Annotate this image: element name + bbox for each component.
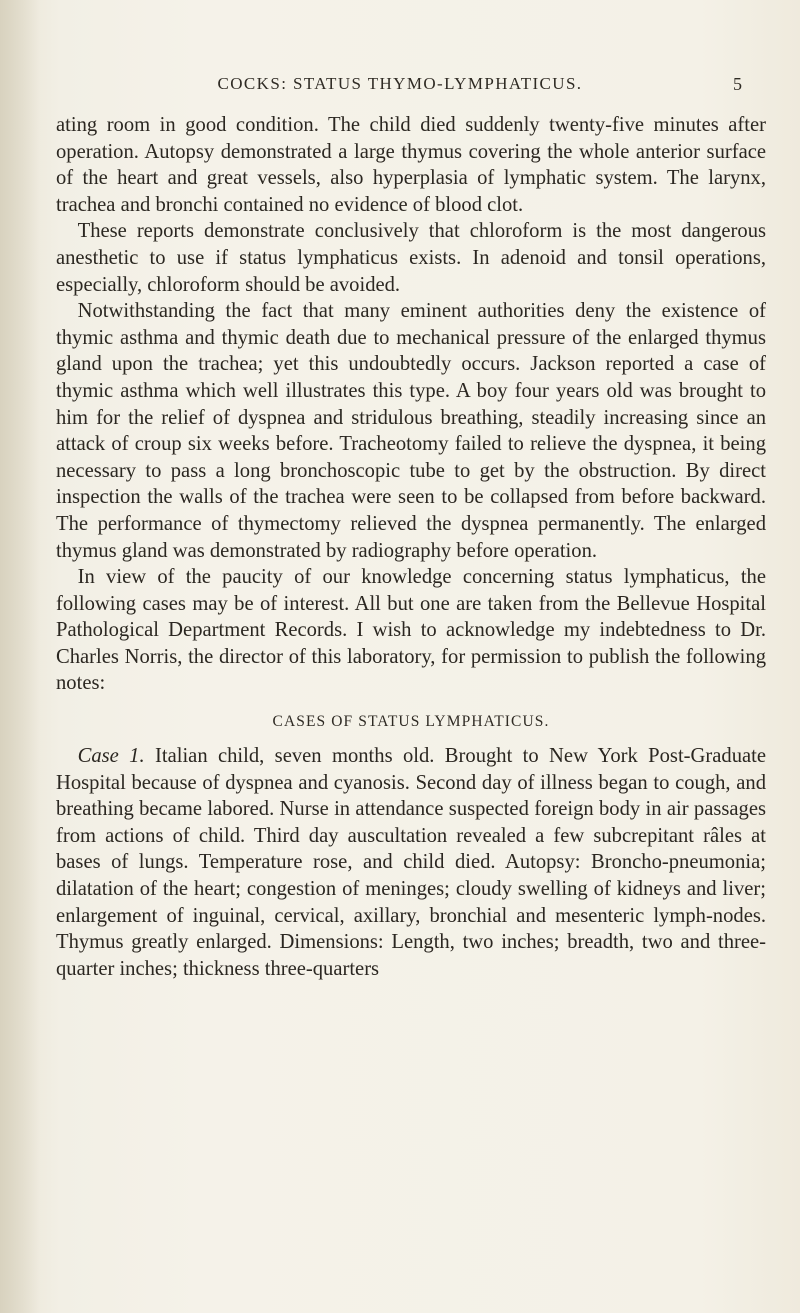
case-text: Italian child, seven months old. Brought to New York Post-Graduate Hospital because of dyspnea and cyanosis. Second day of illness began to cough, and breathing became labored. Nurse in attendance suspected foreign body in air passages from actions of child. Third day auscultation revealed a few subcrepitant râles at bases of lungs. Temperature rose, and child died. Autopsy: Broncho-pneumonia; dilatation of the heart; congestion of meninges; cloudy swelling of kidneys and liver; enlargement of inguinal, cervical, axillary, bronchial and mesenteric lymph-nodes. Thymus greatly enlarged. Dimensions: Length, two inches; breadth, two and three-quarter inches; thickness three-quarters [56,745,766,980]
paragraph: Notwithstanding the fact that many eminent authorities deny the existence of thymic asthma and thymic death due to mechanical pressure of the enlarged thymus gland upon the trachea; yet this undoubtedly occurs. Jackson reported a case of thymic asthma which well illustrates this type. A boy four years old was brought to him for the relief of dyspnea and stridulous breathing, steadily increasing since an attack of croup six weeks before. Tracheotomy failed to relieve the dyspnea, it being necessary to pass a long bronchoscopic tube to get by the obstruction. By direct inspection the walls of the trachea were seen to be collapsed from before backward. The performance of thymectomy relieved the dyspnea permanently. The enlarged thymus gland was demonstrated by radiography before operation. [56,300,766,562]
running-head-title: COCKS: STATUS THYMO-LYMPHATICUS. [217,74,583,93]
running-head [0,74,800,100]
paragraph: These reports demonstrate conclusively that chloroform is the most dangerous anesthetic to use if status lymphaticus exists. In adenoid and tonsil operations, especially, chloroform should be avoided. [56,220,766,296]
section-heading: CASES OF STATUS LYMPHATICUS. [272,713,550,731]
case-label: Case 1. [77,745,145,768]
page-gutter-shadow [0,0,40,1313]
case-paragraph [56,743,766,982]
body-text [56,112,766,982]
paragraph: ating room in good condition. The child died suddenly twenty-five minutes after operation. Autopsy demonstrated a large thymus covering the whole anterior surface of the heart and great vessels, also hyperplasia of lymphatic system. The larynx, trachea and bronchi contained no evidence of blood clot. [56,114,766,216]
paragraph: In view of the paucity of our knowledge concerning status lymphaticus, the following cases may be of interest. All but one are taken from the Bellevue Hospital Pathological Department Records. I wish to acknowledge my indebtedness to Dr. Charles Norris, the director of this laboratory, for permission to publish the following notes: [56,566,766,695]
page-number: 5 [733,74,742,94]
